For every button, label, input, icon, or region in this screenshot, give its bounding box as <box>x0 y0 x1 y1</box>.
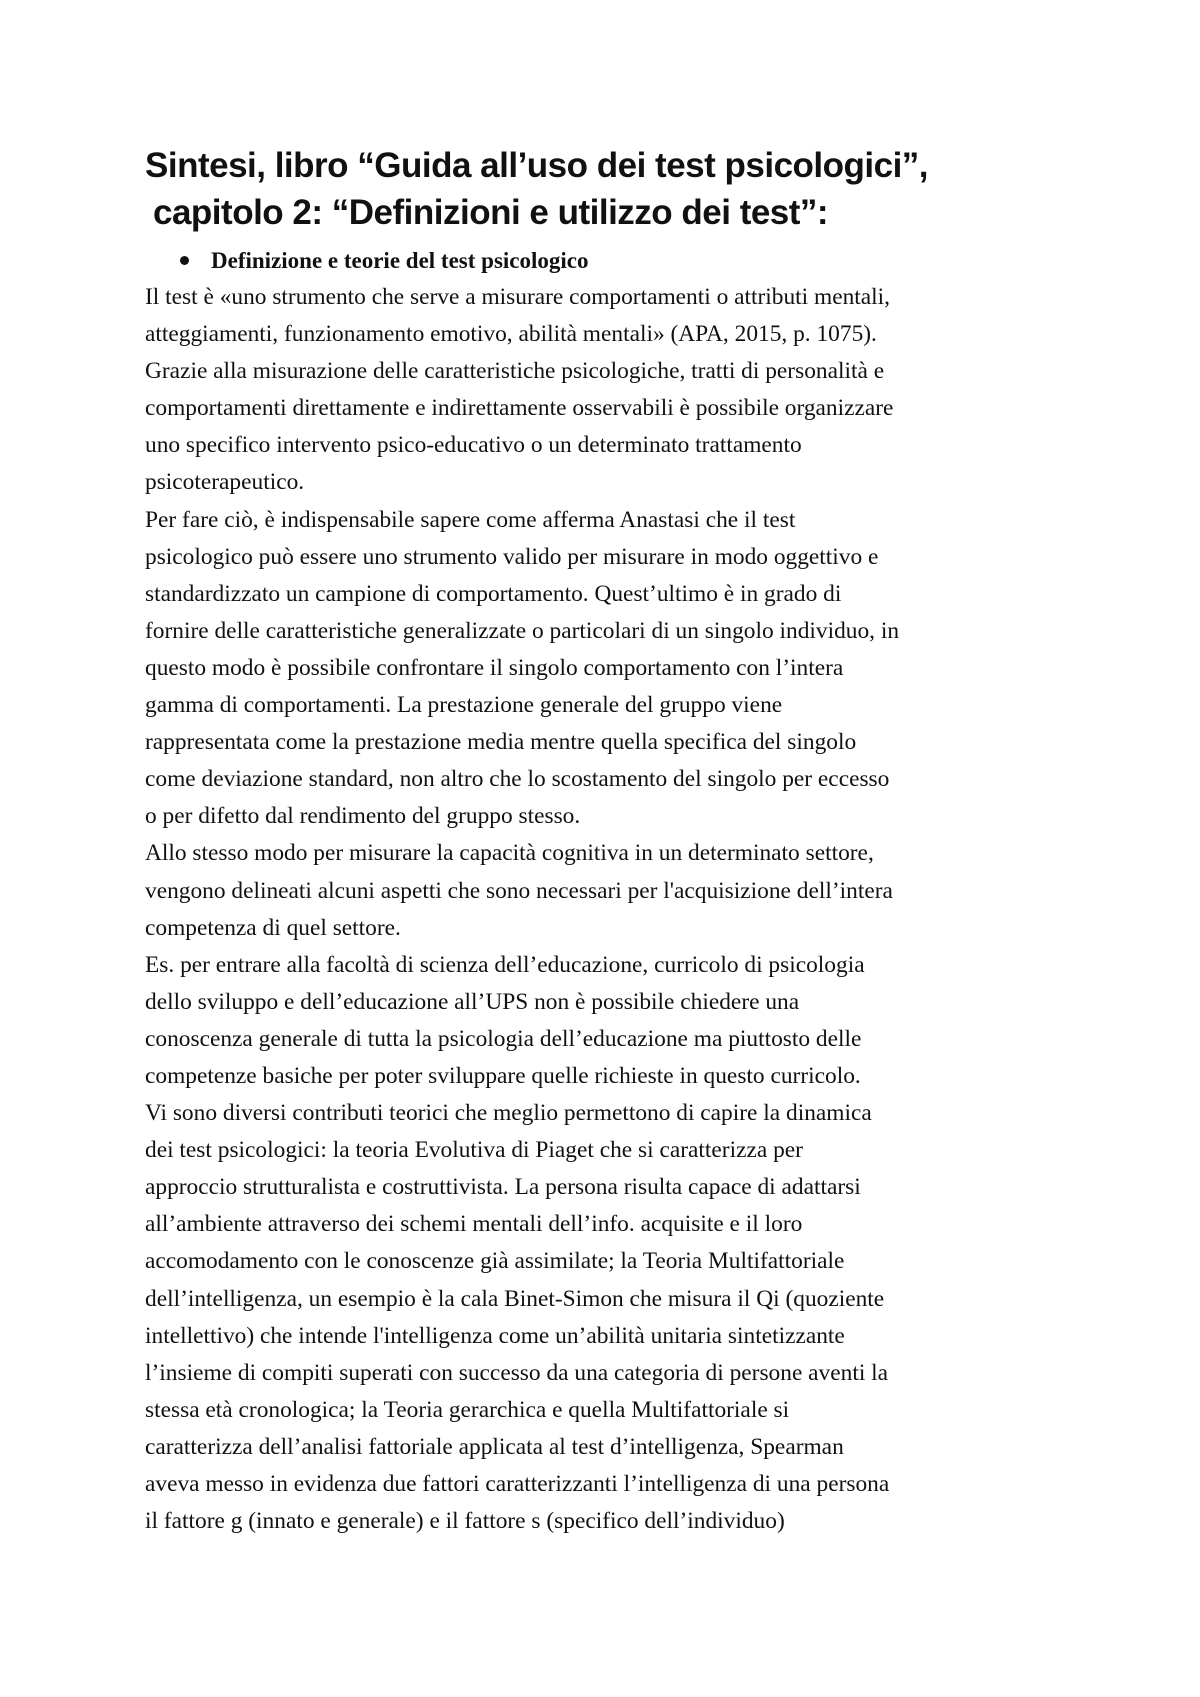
body-line: all’ambiente attraverso dei schemi mentali dell’info. acquisite e il loro <box>145 1211 803 1238</box>
body-line: come deviazione standard, non altro che lo scostamento del singolo per eccesso <box>145 766 890 793</box>
body-line: dei test psicologici: la teoria Evolutiva di Piaget che si caratterizza per <box>145 1137 803 1164</box>
body-line: Grazie alla misurazione delle caratteristiche psicologiche, tratti di personalità e <box>145 358 885 385</box>
body-line: Per fare ciò, è indispensabile sapere come afferma Anastasi che il test <box>145 506 796 533</box>
body-line: conoscenza generale di tutta la psicologia dell’educazione ma piuttosto delle <box>145 1025 862 1052</box>
body-line: l’insieme di compiti superati con successo da una categoria di persone aventi la <box>145 1359 889 1386</box>
body-line: atteggiamenti, funzionamento emotivo, abilità mentali» (APA, 2015, p. 1075). <box>145 321 877 348</box>
body-line: il fattore g (innato e generale) e il fattore s (specifico dell’individuo) <box>145 1508 785 1535</box>
body-line: Allo stesso modo per misurare la capacità cognitiva in un determinato settore, <box>145 840 874 867</box>
body-line: stessa età cronologica; la Teoria gerarchica e quella Multifattoriale si <box>145 1396 790 1423</box>
body-line: Es. per entrare alla facoltà di scienza dell’educazione, curricolo di psicologia <box>145 951 865 978</box>
body-line: competenze basiche per poter sviluppare quelle richieste in questo curricolo. <box>145 1062 861 1089</box>
body-line: caratterizza dell’analisi fattoriale applicata al test d’intelligenza, Spearman <box>145 1433 844 1460</box>
body-paragraphs <box>145 279 1085 1540</box>
body-line: questo modo è possibile confrontare il singolo comportamento con l’intera <box>145 654 844 681</box>
body-line: gamma di comportamenti. La prestazione generale del gruppo viene <box>145 692 783 719</box>
bullet-heading-text: Definizione e teorie del test psicologico <box>211 248 589 273</box>
body-line: Vi sono diversi contributi teorici che meglio permettono di capire la dinamica <box>145 1100 872 1127</box>
body-line: comportamenti direttamente e indirettamente osservabili è possibile organizzare <box>145 395 894 422</box>
body-line: uno specifico intervento psico-educativo o un determinato trattamento <box>145 432 802 459</box>
body-line: Il test è «uno strumento che serve a misurare comportamenti o attributi mentali, <box>145 284 891 310</box>
document-title-line-1: Sintesi, libro “Guida all’uso dei test psicologici”, <box>145 146 929 185</box>
bullet-heading <box>180 249 588 272</box>
body-line: rappresentata come la prestazione media mentre quella specifica del singolo <box>145 729 857 756</box>
body-line: vengono delineati alcuni aspetti che sono necessari per l'acquisizione dell’intera <box>145 877 893 904</box>
body-line: standardizzato un campione di comportamento. Quest’ultimo è in grado di <box>145 580 842 607</box>
body-line: psicologico può essere uno strumento valido per misurare in modo oggettivo e <box>145 543 879 570</box>
body-line: accomodamento con le conoscenze già assimilate; la Teoria Multifattoriale <box>145 1248 845 1275</box>
body-line: dell’intelligenza, un esempio è la cala Binet-Simon che misura il Qi (quoziente <box>145 1285 885 1312</box>
body-line: competenza di quel settore. <box>145 914 401 941</box>
body-line: o per difetto dal rendimento del gruppo stesso. <box>145 803 581 830</box>
body-line: intellettivo) che intende l'intelligenza come un’abilità unitaria sintetizzante <box>145 1322 845 1349</box>
body-line: aveva messo in evidenza due fattori caratterizzanti l’intelligenza di una persona <box>145 1471 890 1497</box>
bullet-dot-icon <box>180 256 189 265</box>
body-line: fornire delle caratteristiche generalizzate o particolari di un singolo individuo, in <box>145 617 900 644</box>
body-line: psicoterapeutico. <box>145 469 305 496</box>
body-line: dello sviluppo e dell’educazione all’UPS non è possibile chiedere una <box>145 988 800 1015</box>
document-title-line-2: capitolo 2: “Definizioni e utilizzo dei test”: <box>153 193 829 232</box>
body-line: approccio strutturalista e costruttivista. La persona risulta capace di adattarsi <box>145 1174 861 1201</box>
